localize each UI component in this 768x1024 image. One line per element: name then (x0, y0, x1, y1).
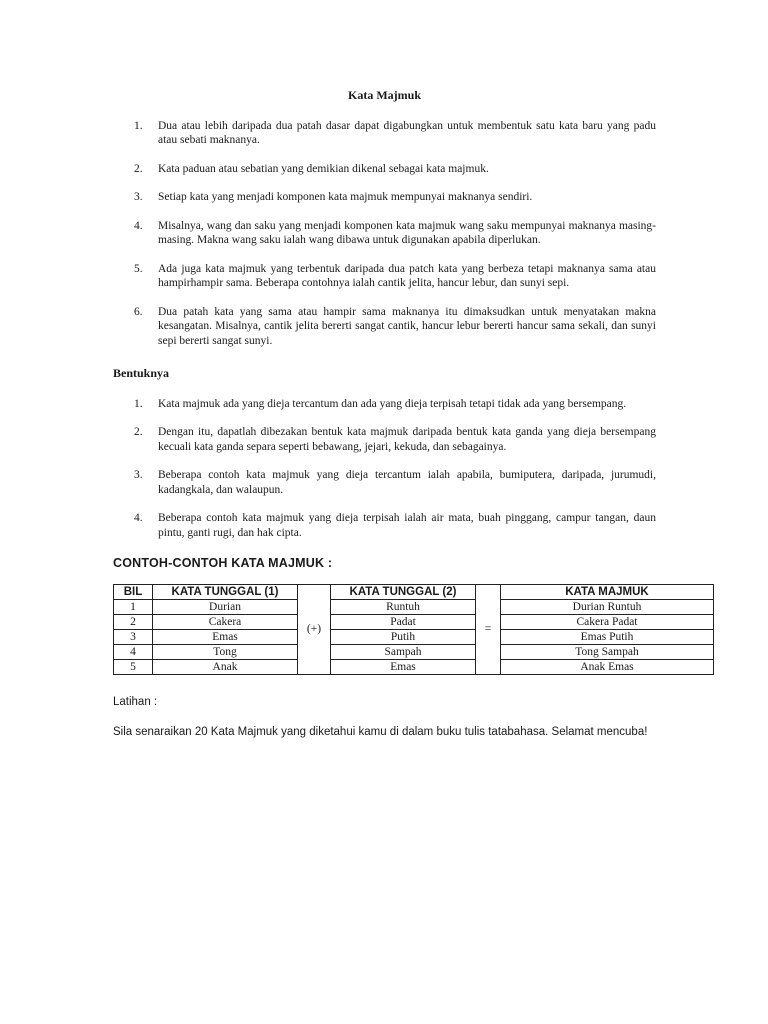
cell-kata-tunggal-2: Emas (331, 659, 476, 674)
cell-bil: 1 (114, 599, 153, 614)
cell-kata-tunggal-2: Sampah (331, 644, 476, 659)
list-item (113, 511, 656, 540)
cell-kata-tunggal-2: Padat (331, 614, 476, 629)
list-text: Kata majmuk ada yang dieja tercantum dan ada yang dieja terpisah tetapi tidak ada yang bersempang. (158, 397, 627, 410)
list-text: Dua atau lebih daripada dua patah dasar dapat digabungkan untuk membentuk satu kata baru yang padu atau sebati maknanya. (158, 119, 656, 146)
table-row (114, 644, 714, 659)
list-text: Kata paduan atau sebatian yang demikian dikenal sebagai kata majmuk. (158, 162, 489, 175)
intro-list (113, 119, 656, 349)
list-number: 4. (134, 512, 143, 524)
list-item (113, 190, 656, 205)
list-item (113, 262, 656, 291)
bentuk-heading: Bentuknya (113, 366, 170, 380)
contoh-heading: CONTOH-CONTOH KATA MAJMUK : (113, 556, 333, 570)
table-header-row (114, 584, 714, 599)
cell-kata-majmuk: Durian Runtuh (501, 599, 714, 614)
cell-kata-tunggal-1: Anak (153, 659, 298, 674)
list-item (113, 162, 656, 177)
cell-kata-tunggal-2: Putih (331, 629, 476, 644)
latihan-label: Latihan : (113, 695, 158, 708)
cell-bil: 4 (114, 644, 153, 659)
cell-kata-tunggal-1: Durian (153, 599, 298, 614)
list-number: 1. (134, 397, 143, 410)
cell-kata-majmuk: Anak Emas (501, 659, 714, 674)
bentuk-list (113, 397, 656, 541)
table-row (114, 629, 714, 644)
header-bil: BIL (114, 584, 153, 599)
header-kata-majmuk: KATA MAJMUK (501, 584, 714, 599)
header-kata-tunggal-1: KATA TUNGGAL (1) (153, 584, 298, 599)
list-number: 5. (134, 262, 143, 275)
list-number: 3. (134, 469, 143, 481)
list-text: Dengan itu, dapatlah dibezakan bentuk kata majmuk daripada bentuk kata ganda yang dieja bersempang kecuali kata ganda separa seperti bebawang, jejari, kekuda, dan sebagainya. (158, 426, 656, 453)
list-text: Ada juga kata majmuk yang terbentuk daripada dua patch kata yang berbeza tetapi maknanya sama atau hampirhampir sama. Beberapa contohnya ialah cantik jelita, hancur lebur, dan sunyi sepi. (158, 262, 656, 289)
document-title: Kata Majmuk (348, 88, 421, 102)
table-row (114, 599, 714, 614)
cell-kata-majmuk: Tong Sampah (501, 644, 714, 659)
cell-kata-tunggal-1: Tong (153, 644, 298, 659)
list-item (113, 119, 656, 148)
list-number: 3. (134, 191, 143, 203)
list-item (113, 305, 656, 349)
cell-kata-tunggal-1: Cakera (153, 614, 298, 629)
cell-kata-majmuk: Emas Putih (501, 629, 714, 644)
list-text: Misalnya, wang dan saku yang menjadi komponen kata majmuk wang saku mempunyai maknanya masing-masing. Makna wang saku ialah wang dibawa untuk digunakan apabila diperlukan. (158, 219, 656, 246)
list-number: 1. (134, 119, 143, 132)
cell-kata-majmuk: Cakera Padat (501, 614, 714, 629)
list-item (113, 397, 656, 412)
equals-sign: = (476, 584, 501, 674)
list-text: Setiap kata yang menjadi komponen kata majmuk mempunyai maknanya sendiri. (158, 191, 533, 203)
plus-sign: (+) (298, 584, 331, 674)
list-item (113, 425, 656, 454)
table-row (114, 659, 714, 674)
list-number: 2. (134, 162, 143, 175)
cell-kata-tunggal-1: Emas (153, 629, 298, 644)
document-page (113, 88, 656, 740)
list-item (113, 468, 656, 497)
list-text: Beberapa contoh kata majmuk yang dieja terpisah ialah air mata, buah pinggang, campur tangan, daun pintu, ganti rugi, dan hak cipta. (158, 512, 656, 539)
cell-bil: 2 (114, 614, 153, 629)
cell-bil: 3 (114, 629, 153, 644)
kata-majmuk-table (113, 584, 714, 675)
list-item (113, 219, 656, 248)
header-kata-tunggal-2: KATA TUNGGAL (2) (331, 584, 476, 599)
list-number: 2. (134, 426, 143, 438)
instruction-text: Sila senaraikan 20 Kata Majmuk yang diketahui kamu di dalam buku tulis tatabahasa. Selamat mencuba! (113, 726, 648, 738)
list-number: 4. (134, 219, 143, 232)
cell-bil: 5 (114, 659, 153, 674)
list-number: 6. (134, 305, 143, 318)
list-text: Beberapa contoh kata majmuk yang dieja tercantum ialah apabila, bumiputera, daripada, jurumudi, kadangkala, dan walaupun. (158, 469, 656, 496)
table-row (114, 614, 714, 629)
cell-kata-tunggal-2: Runtuh (331, 599, 476, 614)
list-text: Dua patah kata yang sama atau hampir sama maknanya itu dimaksudkan untuk menyatakan makna kesangatan. Misalnya, cantik jelita bererti sangat cantik, hancur lebur bererti hancur sama sekali, dan sunyi sepi bererti sangat sunyi. (158, 305, 656, 347)
